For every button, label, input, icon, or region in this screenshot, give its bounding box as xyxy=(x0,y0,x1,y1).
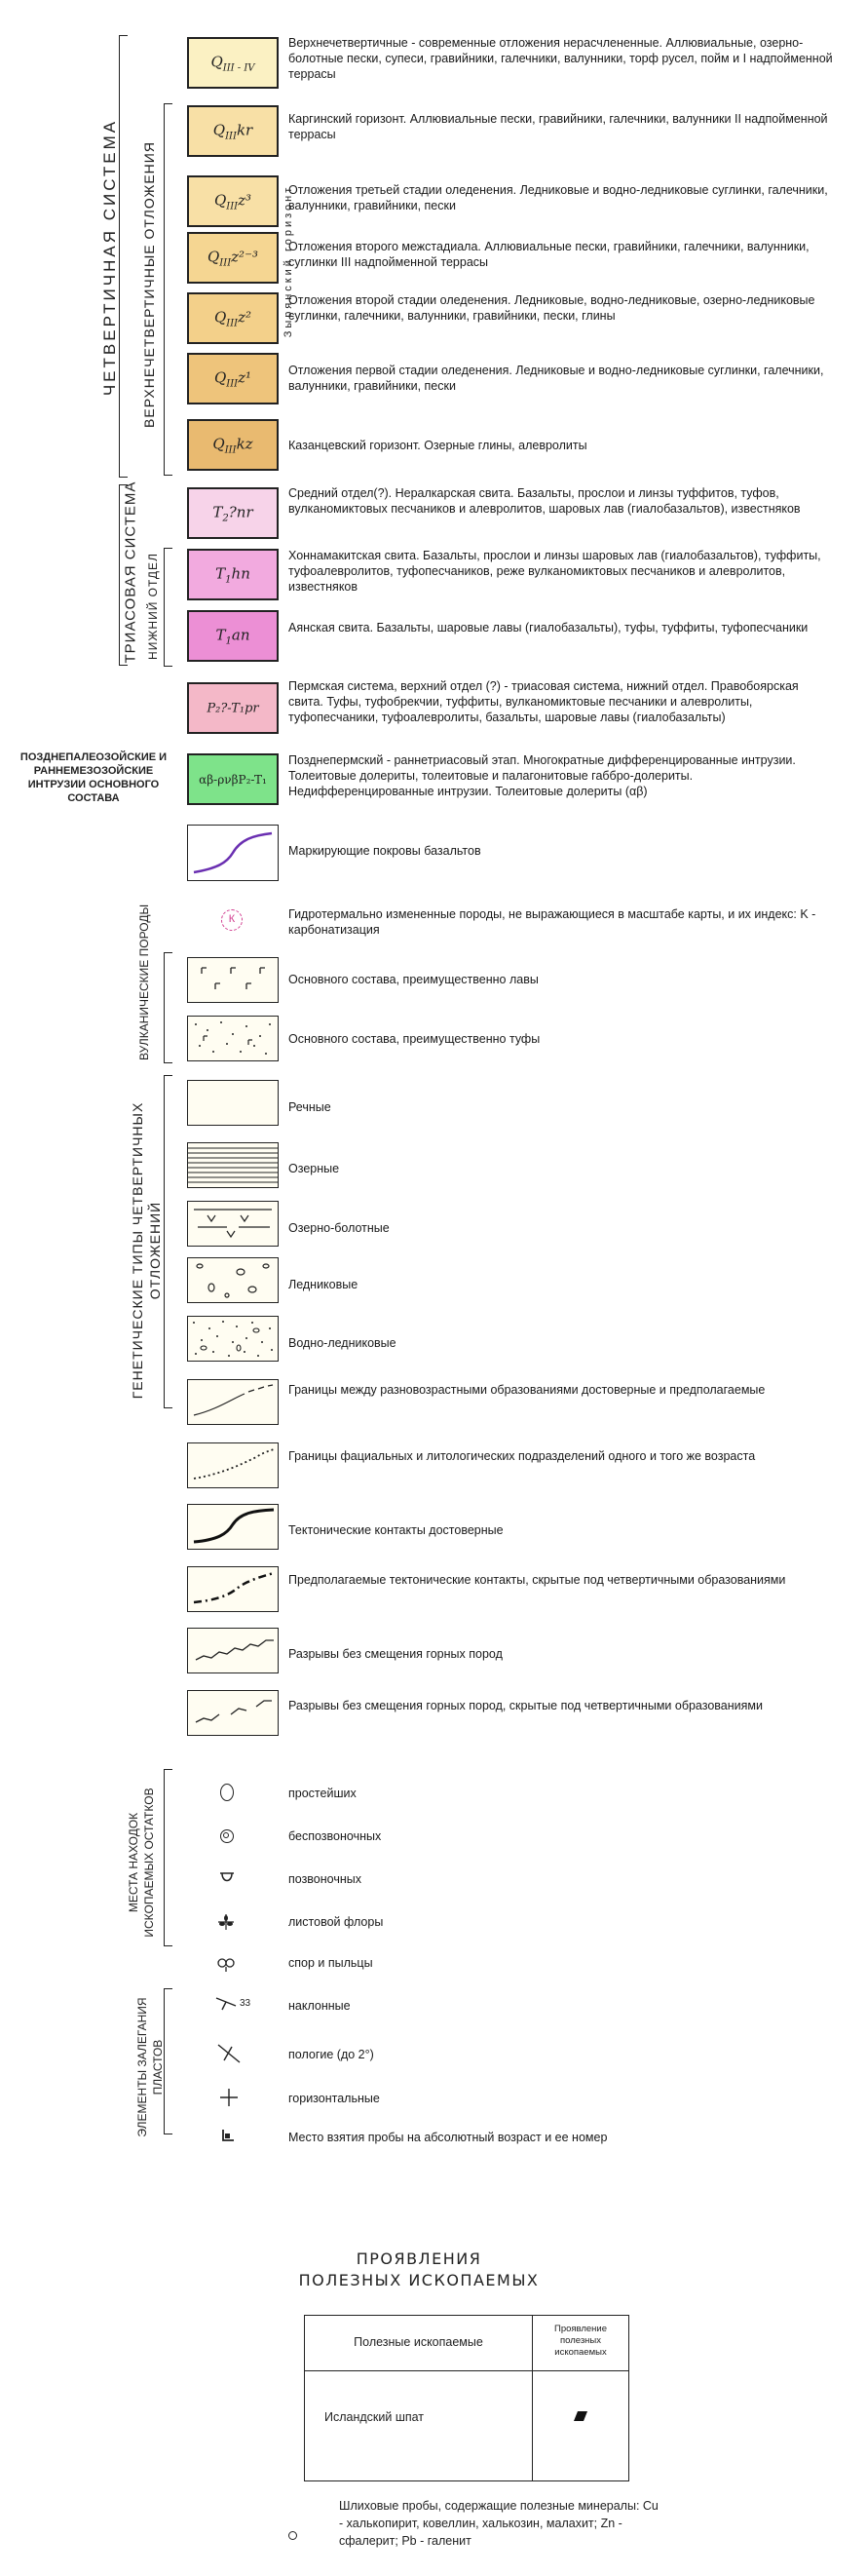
bedding-gentle-icon xyxy=(214,2039,244,2068)
lava-pattern xyxy=(188,958,278,1001)
genetic-river-box xyxy=(187,1080,279,1126)
unit-sub: III xyxy=(226,318,239,328)
genetic-glacial-label: Ледниковые xyxy=(288,1278,358,1291)
genetic-river-label: Речные xyxy=(288,1100,331,1114)
bracket-fossils xyxy=(164,1769,172,1946)
unit-sub: III xyxy=(225,131,237,141)
label-volcanic: ВУЛКАНИЧЕСКИЕ ПОРОДЫ xyxy=(137,904,151,1060)
unit-desc-z1: Отложения первой стадии оледенения. Ледниковые и водно-ледниковые суглинки, галечники, валунники, гравийники, пески xyxy=(288,364,824,393)
volcanic-lava-desc: Основного состава, преимущественно лавы xyxy=(288,973,539,986)
genetic-swamp-box xyxy=(187,1201,279,1247)
unit-box-pr xyxy=(187,682,279,734)
minerals-col-occurrence: Проявление полезных ископаемых xyxy=(553,2324,608,2358)
unit-sub: III xyxy=(219,257,232,268)
fault-hidden-line xyxy=(188,1691,278,1734)
hydrothermal-desc: Гидротермально измененные породы, не выражающиеся в масштабе карты, и их индекс: K - карбонатизация xyxy=(288,907,816,937)
genetic-fluvioglacial-label: Водно-ледниковые xyxy=(288,1336,396,1350)
unit-desc-intrusion: Позднепермский - раннетриасовый этап. Многократные дифференцированные интрузии. Толеитовые долериты, толеитовые и палагонитовые габбро-долериты. Недифференцированные интрузии. Толеитовые долериты (αβ) xyxy=(288,753,796,798)
unit-desc-pr: Пермская система, верхний отдел (?) - триасовая система, нижний отдел. Правобоярская свита. Туфы, туфобрекчии, туффиты, вулканомиктовые песчаники и алевролиты, туфопесчаники, туфоалевролиты, базальты, шаровые лавы (гиалобазальты) xyxy=(288,679,799,724)
bracket-volcanic xyxy=(164,952,172,1063)
unit-desc-kargin: Каргинский горизонт. Аллювиальные пески, гравийники, галечники, валунники II надпойменной террасы xyxy=(288,112,828,141)
unit-sub: 2 xyxy=(222,513,229,523)
unit-sub: III - IV xyxy=(222,62,255,73)
basalt-marker-desc: Маркирующие покровы базальтов xyxy=(288,844,481,858)
unit-sub: 1 xyxy=(225,574,232,585)
fossil-protozoa-icon xyxy=(220,1784,234,1801)
fossil-leaf-label: листовой флоры xyxy=(288,1915,384,1929)
genetic-swamp-label: Озерно-болотные xyxy=(288,1221,390,1235)
unit-desc-t1hn: Хоннамакитская свита. Базальты, прослои и линзы шаровых лав (гиалобазальтов), туффиты, туфоалевролитов, туфопесчаников, реже вулканомиктовых песчаников и алевролитов, известняков xyxy=(288,549,821,594)
label-zyryan: Зырянский горизонт xyxy=(283,184,294,338)
fossil-leaf-icon xyxy=(216,1912,236,1932)
contact-tectonic-line xyxy=(188,1505,278,1548)
unit-sub: III xyxy=(226,201,239,211)
unit-sup: ?nr xyxy=(228,503,253,520)
fluvioglacial-pattern xyxy=(188,1317,278,1360)
unit-box-intrusion xyxy=(187,753,279,805)
unit-box-z2-3: $Q_{III}z^{2-3}$ xyxy=(187,232,279,284)
fault-line xyxy=(188,1629,278,1672)
genetic-glacial-box xyxy=(187,1257,279,1303)
unit-box-kazantsev: $Q_{III}kz$ xyxy=(187,419,279,471)
unit-sup: an xyxy=(231,626,250,643)
minerals-title xyxy=(283,2249,555,2291)
label-triassic: ТРИАСОВАЯ СИСТЕМА xyxy=(122,481,139,664)
contact-facies-desc: Границы фациальных и литологических подразделений одного и того же возраста xyxy=(288,1449,756,1463)
unit-desc-q3-4: Верхнечетвертичные - современные отложения нерасчлененные. Аллювиальные, озерно-болотные пески, супеси, гравийники, галечники, валунники, торф русел, пойм и I надпойменной террасы xyxy=(288,36,833,81)
unit-box-z3: $Q_{III}z^3$ xyxy=(187,175,279,227)
hydrothermal-icon: К xyxy=(221,909,243,931)
unit-box-kargin: $Q_{III}kr$ xyxy=(187,105,279,157)
label-bedding: ЭЛЕМЕНТЫ ЗАЛЕГАНИЯ ПЛАСТОВ xyxy=(135,1997,165,2137)
bedding-horizontal-label: горизонтальные xyxy=(288,2092,380,2105)
genetic-lake-label: Озерные xyxy=(288,1162,340,1175)
unit-sup: z³ xyxy=(238,191,252,209)
fault-hidden-desc: Разрывы без смещения горных пород, скрытые под четвертичными образованиями xyxy=(288,1699,763,1712)
minerals-title-line-1: ПРОЯВЛЕНИЯ xyxy=(356,2249,482,2268)
unit-index: P₂?-T₁pr xyxy=(207,701,259,715)
unit-sup: kz xyxy=(236,435,253,452)
label-fossils: МЕСТА НАХОДОК ИСКОПАЕМЫХ ОСТАТКОВ xyxy=(127,1788,156,1938)
volcanic-lava-box xyxy=(187,957,279,1003)
unit-sub: III xyxy=(224,444,237,455)
unit-sup: z¹ xyxy=(238,368,252,386)
bracket-genetic xyxy=(164,1075,172,1408)
minerals-row-name: Исландский шпат xyxy=(324,2410,425,2424)
minerals-col-name: Полезные ископаемые xyxy=(354,2335,483,2349)
unit-box-t1an: $T_1an$ xyxy=(187,610,279,662)
bracket-upper-quaternary xyxy=(164,103,172,476)
contact-tectonic-box xyxy=(187,1504,279,1550)
unit-box-t1hn: $T_1hn$ xyxy=(187,549,279,600)
fault-desc: Разрывы без смещения горных пород xyxy=(288,1647,503,1661)
fossil-invertebrate-label: беспозвоночных xyxy=(288,1829,382,1843)
label-quaternary: ЧЕТВЕРТИЧНАЯ СИСТЕМА xyxy=(100,118,119,397)
unit-box-z2: $Q_{III}z^2$ xyxy=(187,292,279,344)
iceland-spar-icon xyxy=(568,2409,591,2423)
swamp-pattern xyxy=(188,1202,278,1245)
bedding-gentle-label: пологие (до 2°) xyxy=(288,2048,374,2061)
sample-icon xyxy=(220,2128,236,2143)
contact-facies-box xyxy=(187,1442,279,1488)
unit-sup: z² xyxy=(238,308,252,326)
contact-hidden-desc: Предполагаемые тектонические контакты, скрытые под четвертичными образованиями xyxy=(288,1573,786,1587)
unit-box-q3-4: $Q_{III - IV}$ xyxy=(187,37,279,89)
contact-age-desc: Границы между разновозрастными образованиями достоверные и предполагаемые xyxy=(288,1383,766,1397)
tuff-pattern xyxy=(188,1017,278,1059)
genetic-fluvioglacial-box xyxy=(187,1316,279,1362)
bedding-horizontal-icon xyxy=(218,2087,240,2108)
fossil-protozoa-label: простейших xyxy=(288,1787,357,1800)
contact-hidden-box xyxy=(187,1566,279,1612)
placer-sample-note: Шлиховые пробы, содержащие полезные минералы: Cu - халькопирит, ковеллин, халькозин, малахит; Zn - сфалерит; Pb - галенит xyxy=(339,2499,659,2548)
label-intrusions: ПОЗДНЕПАЛЕОЗОЙСКИЕ И РАННЕМЕЗОЗОЙСКИЕ ИНТРУЗИИ ОСНОВНОГО СОСТАВА xyxy=(19,751,168,804)
fossil-invertebrate-icon xyxy=(220,1829,234,1843)
basalt-marker-line xyxy=(188,826,278,880)
unit-desc-t1an: Аянская свита. Базальты, шаровые лавы (гиалобазальты), туфы, туффиты, туфопесчаники xyxy=(288,621,809,634)
unit-sup: kr xyxy=(236,121,253,138)
unit-desc-z2: Отложения второй стадии оледенения. Ледниковые, водно-ледниковые, озерно-ледниковые суглинки, галечники, валунники, гравийники, пески, глины xyxy=(288,293,815,323)
bedding-inclined-label: наклонные xyxy=(288,1999,351,2013)
glacial-pattern xyxy=(188,1258,278,1301)
unit-index: αβ-ρνβP₂-T₁ xyxy=(199,772,267,787)
volcanic-tuff-desc: Основного состава, преимущественно туфы xyxy=(288,1032,541,1046)
volcanic-tuff-box xyxy=(187,1016,279,1061)
unit-sub: III xyxy=(226,378,239,389)
basalt-marker-box xyxy=(187,825,279,881)
bedding-dip-angle: 33 xyxy=(240,1998,251,2009)
minerals-table xyxy=(304,2315,629,2481)
bracket-quaternary xyxy=(119,35,128,478)
contact-age-line xyxy=(188,1380,278,1423)
label-lower: НИЖНИЙ ОТДЕЛ xyxy=(146,553,160,660)
unit-desc-z2-3: Отложения второго межстадиала. Аллювиальные пески, гравийники, галечники, валунники, суглинки III надпойменной террасы xyxy=(288,240,810,269)
contact-hidden-line xyxy=(188,1567,278,1610)
unit-sup: z²⁻³ xyxy=(231,248,259,265)
unit-box-z1: $Q_{III}z^1$ xyxy=(187,353,279,404)
unit-desc-t2nr: Средний отдел(?). Нералкарская свита. Базальты, прослои и линзы туффитов, туфов, вулканомиктовых песчаников и алевролитов, шаровых лав (гиалобазальтов), известняков xyxy=(288,486,801,516)
genetic-lake-box xyxy=(187,1142,279,1188)
fossil-vertebrate-icon xyxy=(218,1869,236,1887)
bracket-lower xyxy=(164,548,172,667)
unit-box-t2nr: $T_2?nr$ xyxy=(187,487,279,539)
label-genetic: ГЕНЕТИЧЕСКИЕ ТИПЫ ЧЕТВЕРТИЧНЫХ ОТЛОЖЕНИЙ xyxy=(130,1101,163,1400)
unit-desc-kazantsev: Казанцевский горизонт. Озерные глины, алевролиты xyxy=(288,439,587,452)
fossil-vertebrate-label: позвоночных xyxy=(288,1872,361,1886)
contact-tectonic-desc: Тектонические контакты достоверные xyxy=(288,1523,504,1537)
fault-box xyxy=(187,1628,279,1673)
fossil-spore-icon xyxy=(216,1955,236,1973)
unit-sup: hn xyxy=(231,564,250,582)
unit-desc-z3: Отложения третьей стадии оледенения. Ледниковые и водно-ледниковые суглинки, галечники, валунники, гравийники, пески xyxy=(288,183,828,212)
unit-sub: 1 xyxy=(225,635,232,646)
contact-facies-line xyxy=(188,1443,278,1486)
sample-label: Место взятия пробы на абсолютный возраст и ее номер xyxy=(288,2131,608,2144)
placer-sample-icon xyxy=(288,2531,297,2540)
lake-pattern xyxy=(188,1143,278,1186)
contact-age-box xyxy=(187,1379,279,1425)
fossil-spore-label: спор и пыльцы xyxy=(288,1956,373,1970)
label-upper-quaternary: ВЕРХНЕЧЕТВЕРТИЧНЫЕ ОТЛОЖЕНИЯ xyxy=(141,141,157,428)
minerals-title-line-2: ПОЛЕЗНЫХ ИСКОПАЕМЫХ xyxy=(298,2271,540,2289)
fault-hidden-box xyxy=(187,1690,279,1736)
